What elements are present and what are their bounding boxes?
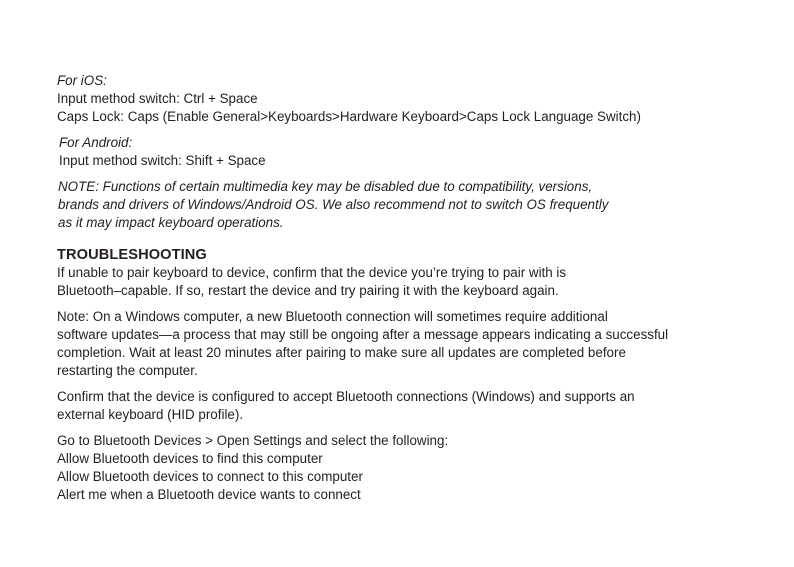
ios-section — [57, 72, 757, 126]
ios-heading: For iOS: — [57, 73, 107, 88]
paragraph-line: software updates—a process that may still be ongoing after a message appears indicating a successful — [57, 327, 669, 342]
paragraph-line: completion. Wait at least 20 minutes after pairing to make sure all updates are completed before — [57, 345, 626, 360]
os-note — [57, 178, 757, 232]
troubleshooting-paragraph — [57, 264, 757, 300]
paragraph-line: external keyboard (HID profile). — [57, 407, 244, 422]
configuration-paragraph — [57, 388, 757, 424]
android-section — [57, 134, 757, 170]
troubleshooting-section — [57, 246, 757, 504]
manual-page — [57, 72, 757, 504]
settings-option: Alert me when a Bluetooth device wants to connect — [57, 487, 361, 502]
ios-input-switch: Input method switch: Ctrl + Space — [57, 91, 258, 106]
settings-option: Allow Bluetooth devices to connect to this computer — [57, 469, 363, 484]
android-input-switch: Input method switch: Shift + Space — [59, 153, 266, 168]
os-note-line: NOTE: Functions of certain multimedia key may be disabled due to compatibility, versions, — [58, 179, 593, 194]
os-note-line: brands and drivers of Windows/Android OS. We also recommend not to switch OS frequently — [58, 197, 609, 212]
android-heading: For Android: — [59, 135, 133, 150]
paragraph-line: restarting the computer. — [57, 363, 198, 378]
os-note-line: as it may impact keyboard operations. — [58, 215, 284, 230]
ios-caps-lock: Caps Lock: Caps (Enable General>Keyboards>Hardware Keyboard>Caps Lock Language Switch) — [57, 109, 641, 124]
troubleshooting-title: TROUBLESHOOTING — [57, 247, 207, 263]
paragraph-line: Go to Bluetooth Devices > Open Settings and select the following: — [57, 433, 449, 448]
paragraph-line: Confirm that the device is configured to accept Bluetooth connections (Windows) and supports an — [57, 389, 635, 404]
paragraph-line: Note: On a Windows computer, a new Bluetooth connection will sometimes require additional — [57, 309, 608, 324]
windows-note-paragraph — [57, 308, 757, 380]
bluetooth-settings-paragraph — [57, 432, 757, 504]
paragraph-line: If unable to pair keyboard to device, confirm that the device you’re trying to pair with is — [57, 265, 567, 280]
paragraph-line: Bluetooth–capable. If so, restart the device and try pairing it with the keyboard again. — [57, 283, 559, 298]
settings-option: Allow Bluetooth devices to find this computer — [57, 451, 323, 466]
